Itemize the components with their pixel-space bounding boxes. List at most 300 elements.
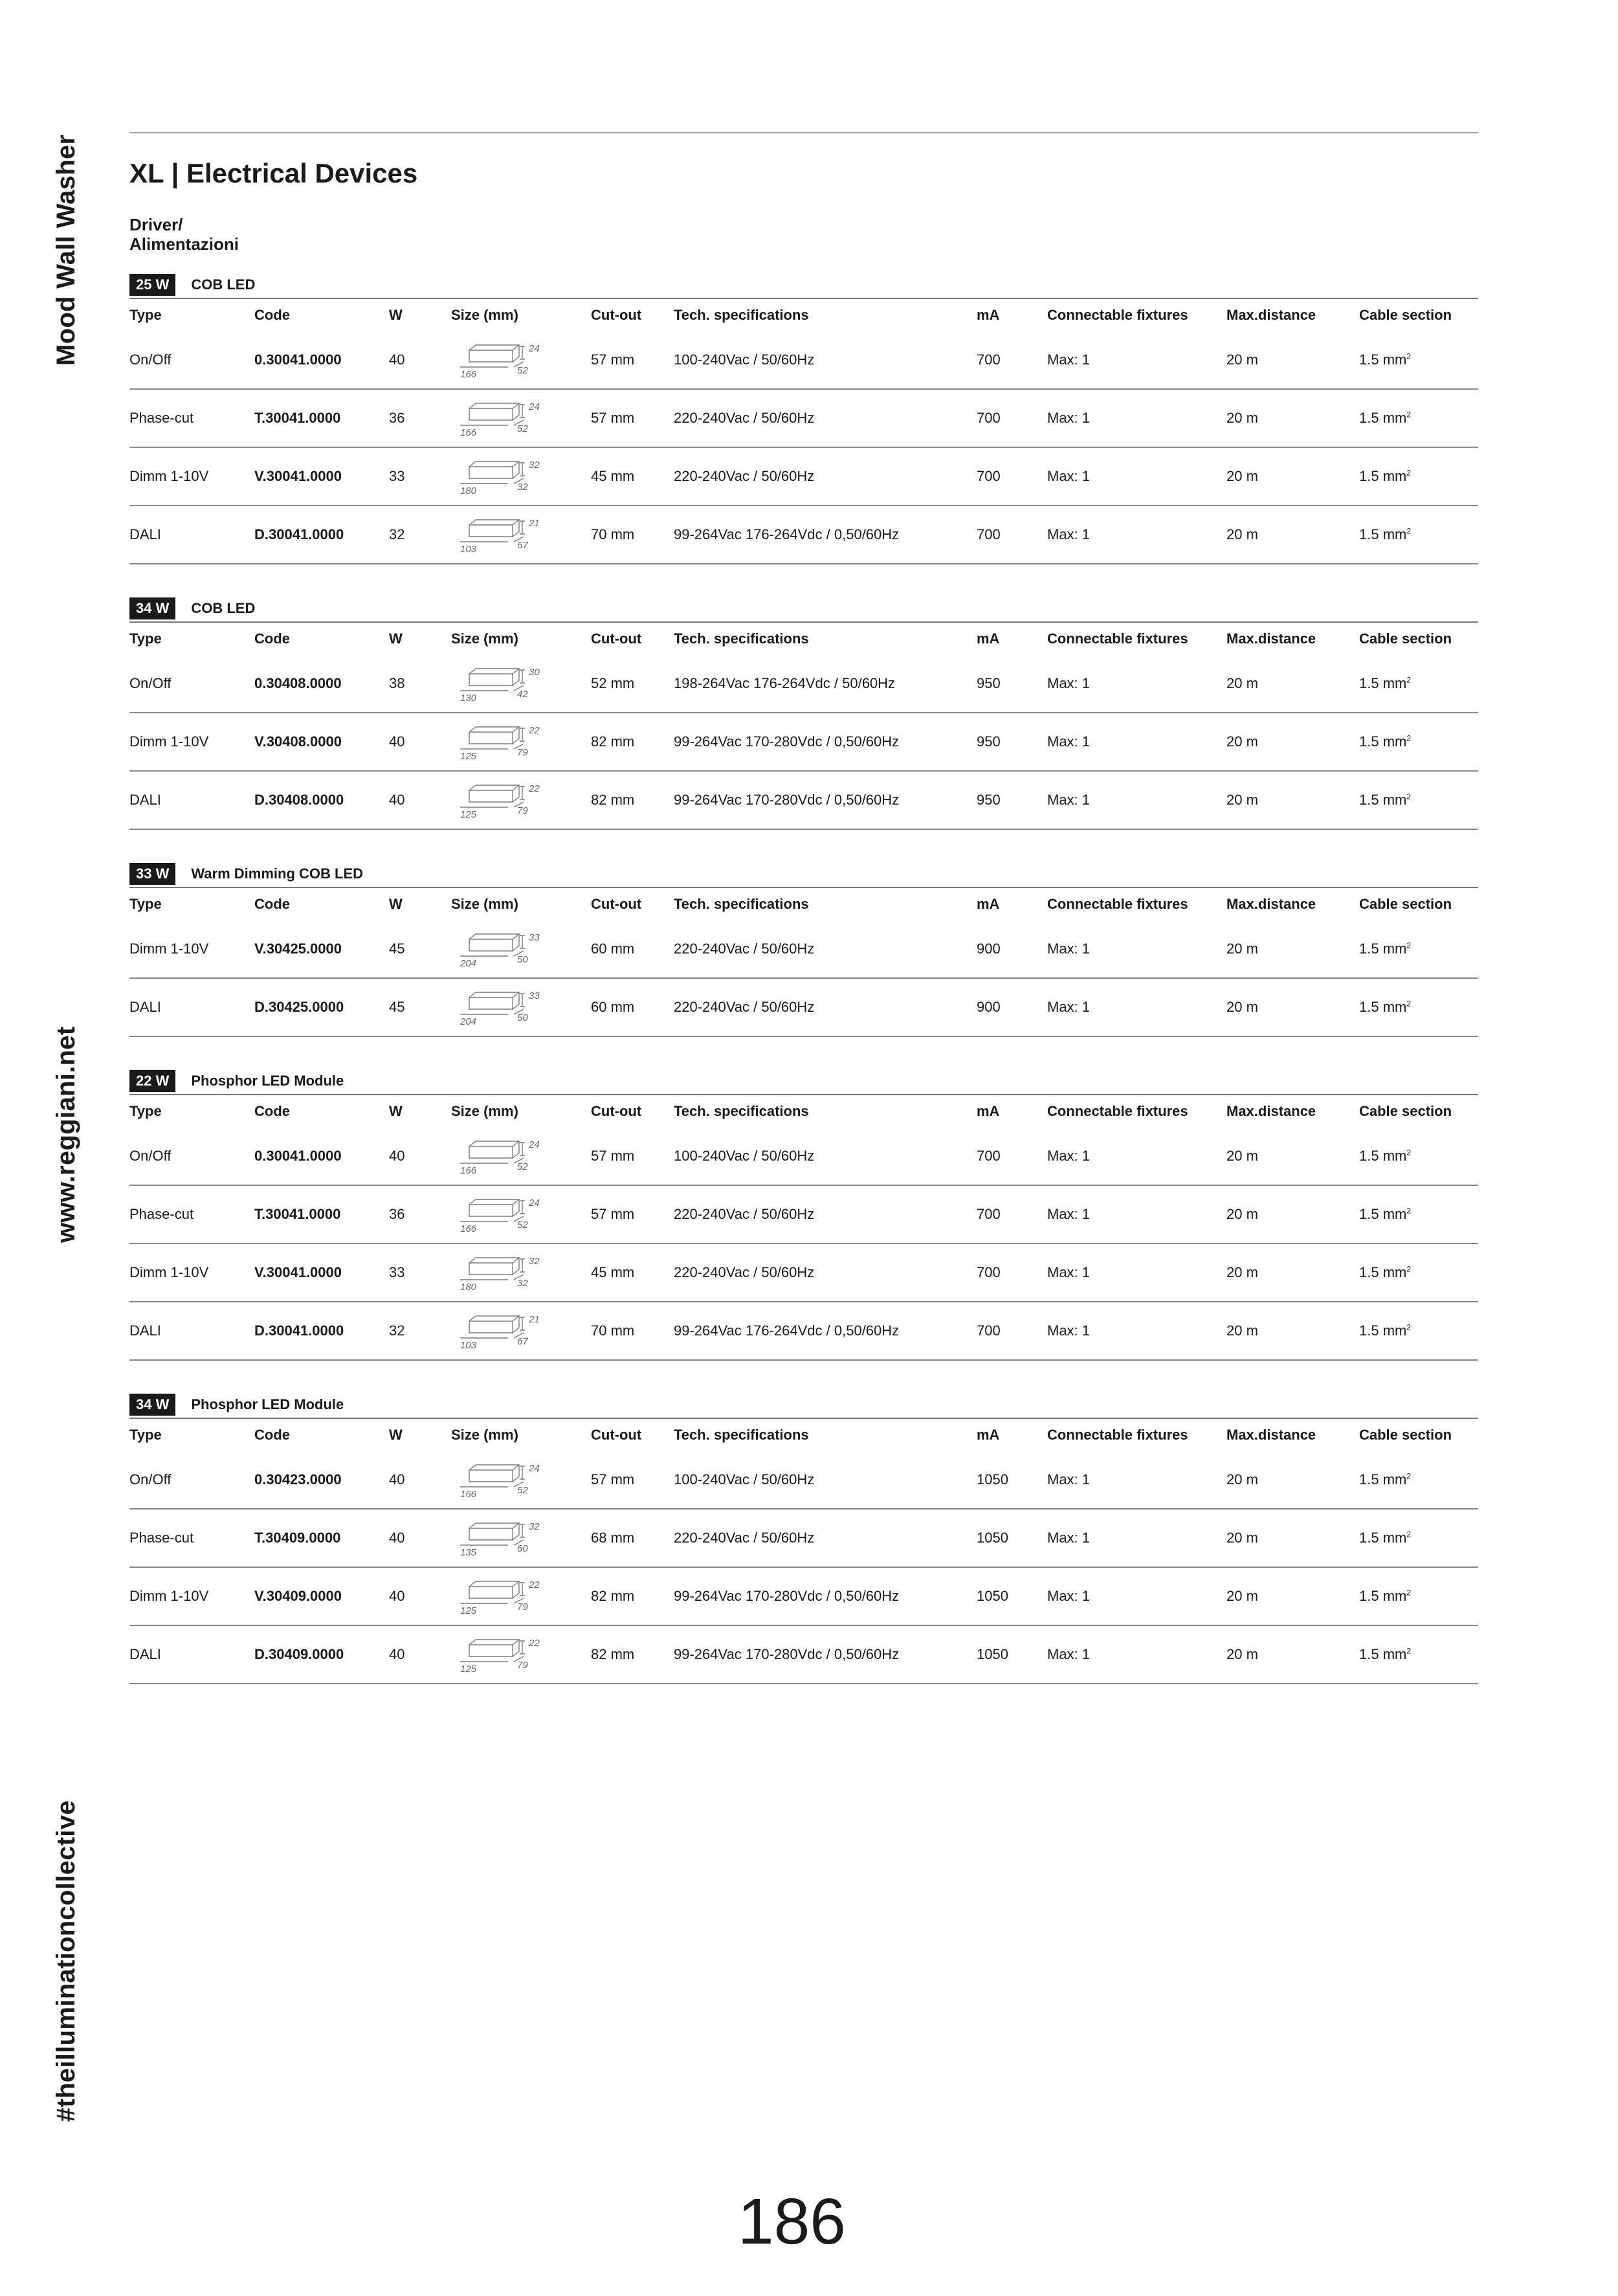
cell-code: T.30409.0000 bbox=[254, 1509, 389, 1567]
column-header-tech-spec: Tech. specifications bbox=[674, 298, 977, 331]
cell-cable-section bbox=[1359, 1509, 1478, 1567]
cell-max-distance: 20 m bbox=[1226, 920, 1359, 978]
cell-cable-section bbox=[1359, 713, 1478, 771]
cell-watt: 33 bbox=[389, 447, 451, 506]
cell-max-distance: 20 m bbox=[1226, 1451, 1359, 1509]
size-length: 166 bbox=[460, 369, 477, 380]
cell-watt: 36 bbox=[389, 1185, 451, 1243]
cell-type: On/Off bbox=[129, 331, 254, 389]
cell-watt: 40 bbox=[389, 331, 451, 389]
cable-unit-exponent: 2 bbox=[1406, 1322, 1412, 1332]
cell-tech-spec: 99-264Vac 170-280Vdc / 0,50/60Hz bbox=[674, 713, 977, 771]
size-width: 60 bbox=[517, 1543, 528, 1554]
cable-value: 1.5 mm bbox=[1359, 410, 1407, 426]
cell-fixtures: Max: 1 bbox=[1047, 771, 1226, 829]
power-badge: 34 W bbox=[129, 1394, 175, 1416]
cell-code: V.30409.0000 bbox=[254, 1567, 389, 1625]
driver-table bbox=[129, 298, 1478, 564]
driver-box-icon bbox=[451, 1460, 555, 1500]
page-subtitle bbox=[129, 215, 239, 254]
column-header-cutout: Cut-out bbox=[591, 622, 674, 655]
cell-tech-spec: 100-240Vac / 50/60Hz bbox=[674, 1451, 977, 1509]
cell-tech-spec: 220-240Vac / 50/60Hz bbox=[674, 1185, 977, 1243]
cell-cutout: 82 mm bbox=[591, 771, 674, 829]
cable-value: 1.5 mm bbox=[1359, 792, 1407, 808]
section bbox=[129, 596, 1478, 830]
cell-tech-spec: 100-240Vac / 50/60Hz bbox=[674, 331, 977, 389]
cable-value: 1.5 mm bbox=[1359, 733, 1407, 750]
driver-box-icon bbox=[451, 340, 555, 380]
column-header-cable-section: Cable section bbox=[1359, 298, 1478, 331]
table-header-row bbox=[129, 887, 1478, 920]
column-header-max-distance: Max.distance bbox=[1226, 1095, 1359, 1128]
cell-ma: 1050 bbox=[977, 1567, 1047, 1625]
cell-fixtures: Max: 1 bbox=[1047, 978, 1226, 1036]
section bbox=[129, 272, 1478, 564]
cell-ma: 700 bbox=[977, 1243, 1047, 1302]
table-row bbox=[129, 506, 1478, 564]
driver-table bbox=[129, 1418, 1478, 1684]
cell-tech-spec: 220-240Vac / 50/60Hz bbox=[674, 1243, 977, 1302]
cell-code: V.30425.0000 bbox=[254, 920, 389, 978]
cell-cutout: 60 mm bbox=[591, 978, 674, 1036]
cell-cutout: 70 mm bbox=[591, 1302, 674, 1360]
cell-code: 0.30041.0000 bbox=[254, 1128, 389, 1185]
size-length: 166 bbox=[460, 1223, 477, 1234]
side-website: www.reggiani.net bbox=[52, 1026, 80, 1243]
cable-unit-exponent: 2 bbox=[1406, 675, 1412, 685]
table-row bbox=[129, 1128, 1478, 1185]
column-header-type: Type bbox=[129, 298, 254, 331]
cable-value: 1.5 mm bbox=[1359, 999, 1407, 1015]
cell-watt: 40 bbox=[389, 713, 451, 771]
column-header-fixtures: Connectable fixtures bbox=[1047, 1418, 1226, 1451]
cell-ma: 700 bbox=[977, 447, 1047, 506]
cable-unit-exponent: 2 bbox=[1406, 941, 1412, 950]
cable-value: 1.5 mm bbox=[1359, 1646, 1407, 1662]
cell-tech-spec: 220-240Vac / 50/60Hz bbox=[674, 920, 977, 978]
table-row bbox=[129, 1302, 1478, 1360]
cell-code: D.30408.0000 bbox=[254, 771, 389, 829]
cell-cutout: 52 mm bbox=[591, 655, 674, 713]
cell-type: Dimm 1-10V bbox=[129, 447, 254, 506]
column-header-cable-section: Cable section bbox=[1359, 622, 1478, 655]
cable-value: 1.5 mm bbox=[1359, 1264, 1407, 1280]
column-header-tech-spec: Tech. specifications bbox=[674, 1095, 977, 1128]
column-header-max-distance: Max.distance bbox=[1226, 887, 1359, 920]
side-product-name: Mood Wall Washer bbox=[52, 134, 80, 366]
table-row bbox=[129, 978, 1478, 1036]
cable-value: 1.5 mm bbox=[1359, 675, 1407, 691]
cable-unit-exponent: 2 bbox=[1406, 351, 1412, 361]
column-header-fixtures: Connectable fixtures bbox=[1047, 887, 1226, 920]
cable-value: 1.5 mm bbox=[1359, 526, 1407, 542]
column-header-ma: mA bbox=[977, 887, 1047, 920]
cell-code: D.30041.0000 bbox=[254, 1302, 389, 1360]
cell-type: Dimm 1-10V bbox=[129, 920, 254, 978]
column-header-code: Code bbox=[254, 298, 389, 331]
size-height: 22 bbox=[529, 1579, 540, 1590]
cable-unit-exponent: 2 bbox=[1406, 1264, 1412, 1274]
size-height: 22 bbox=[529, 783, 540, 794]
size-height: 24 bbox=[529, 401, 540, 412]
size-height: 21 bbox=[529, 1314, 540, 1325]
cell-ma: 950 bbox=[977, 713, 1047, 771]
column-header-type: Type bbox=[129, 887, 254, 920]
cell-watt: 40 bbox=[389, 771, 451, 829]
cell-tech-spec: 100-240Vac / 50/60Hz bbox=[674, 1128, 977, 1185]
column-header-fixtures: Connectable fixtures bbox=[1047, 298, 1226, 331]
power-badge: 34 W bbox=[129, 597, 175, 619]
section-name: Phosphor LED Module bbox=[191, 1396, 344, 1412]
cell-size bbox=[451, 1128, 591, 1185]
size-height: 24 bbox=[529, 1139, 540, 1150]
cell-tech-spec: 99-264Vac 176-264Vdc / 0,50/60Hz bbox=[674, 506, 977, 564]
cell-tech-spec: 99-264Vac 170-280Vdc / 0,50/60Hz bbox=[674, 1625, 977, 1684]
driver-box-icon bbox=[451, 722, 555, 762]
size-width: 52 bbox=[517, 423, 528, 434]
driver-box-icon bbox=[451, 1194, 555, 1234]
section bbox=[129, 861, 1478, 1037]
table-row bbox=[129, 1509, 1478, 1567]
cell-cutout: 45 mm bbox=[591, 1243, 674, 1302]
size-height: 24 bbox=[529, 343, 540, 354]
size-height: 24 bbox=[529, 1198, 540, 1209]
column-header-size: Size (mm) bbox=[451, 1418, 591, 1451]
section-name: Phosphor LED Module bbox=[191, 1073, 344, 1089]
power-badge: 33 W bbox=[129, 863, 175, 885]
size-height: 24 bbox=[529, 1463, 540, 1474]
cell-watt: 40 bbox=[389, 1509, 451, 1567]
driver-box-icon bbox=[451, 515, 555, 555]
page-title: XL | Electrical Devices bbox=[129, 158, 418, 188]
size-width: 42 bbox=[517, 689, 528, 700]
column-header-size: Size (mm) bbox=[451, 622, 591, 655]
cell-cable-section bbox=[1359, 655, 1478, 713]
cell-ma: 1050 bbox=[977, 1509, 1047, 1567]
size-length: 125 bbox=[460, 1605, 477, 1616]
column-header-cutout: Cut-out bbox=[591, 887, 674, 920]
cable-unit-exponent: 2 bbox=[1406, 410, 1412, 419]
section-header bbox=[129, 861, 1478, 887]
size-width: 79 bbox=[517, 747, 528, 758]
cable-unit-exponent: 2 bbox=[1406, 468, 1412, 478]
size-height: 32 bbox=[529, 460, 540, 471]
cell-type: On/Off bbox=[129, 1451, 254, 1509]
column-header-code: Code bbox=[254, 622, 389, 655]
section-header bbox=[129, 596, 1478, 621]
column-header-max-distance: Max.distance bbox=[1226, 1418, 1359, 1451]
size-length: 166 bbox=[460, 427, 477, 438]
cell-max-distance: 20 m bbox=[1226, 1509, 1359, 1567]
cell-max-distance: 20 m bbox=[1226, 447, 1359, 506]
cell-cutout: 60 mm bbox=[591, 920, 674, 978]
header-divider bbox=[129, 132, 1478, 133]
cable-unit-exponent: 2 bbox=[1406, 1206, 1412, 1216]
cell-size bbox=[451, 331, 591, 389]
size-width: 50 bbox=[517, 954, 528, 965]
cell-tech-spec: 99-264Vac 170-280Vdc / 0,50/60Hz bbox=[674, 1567, 977, 1625]
column-header-max-distance: Max.distance bbox=[1226, 622, 1359, 655]
cell-max-distance: 20 m bbox=[1226, 1567, 1359, 1625]
section-name: Warm Dimming COB LED bbox=[191, 865, 364, 882]
cell-cutout: 57 mm bbox=[591, 1185, 674, 1243]
size-width: 52 bbox=[517, 365, 528, 376]
column-header-code: Code bbox=[254, 887, 389, 920]
column-header-watt: W bbox=[389, 1418, 451, 1451]
cell-cutout: 82 mm bbox=[591, 1625, 674, 1684]
cell-code: V.30408.0000 bbox=[254, 713, 389, 771]
cell-size bbox=[451, 771, 591, 829]
subtitle-line-2: Alimentazioni bbox=[129, 234, 239, 254]
cell-fixtures: Max: 1 bbox=[1047, 506, 1226, 564]
size-height: 32 bbox=[529, 1256, 540, 1267]
cable-value: 1.5 mm bbox=[1359, 1206, 1407, 1222]
column-header-cable-section: Cable section bbox=[1359, 1095, 1478, 1128]
cell-cutout: 70 mm bbox=[591, 506, 674, 564]
cell-tech-spec: 220-240Vac / 50/60Hz bbox=[674, 447, 977, 506]
cell-type: DALI bbox=[129, 978, 254, 1036]
size-height: 21 bbox=[529, 518, 540, 529]
size-height: 30 bbox=[529, 667, 540, 678]
cable-value: 1.5 mm bbox=[1359, 351, 1407, 368]
cell-watt: 45 bbox=[389, 978, 451, 1036]
cell-ma: 700 bbox=[977, 1128, 1047, 1185]
cell-code: D.30425.0000 bbox=[254, 978, 389, 1036]
cell-ma: 700 bbox=[977, 1302, 1047, 1360]
cell-cable-section bbox=[1359, 331, 1478, 389]
column-header-ma: mA bbox=[977, 622, 1047, 655]
cell-cable-section bbox=[1359, 771, 1478, 829]
column-header-type: Type bbox=[129, 622, 254, 655]
table-header-row bbox=[129, 1095, 1478, 1128]
cell-fixtures: Max: 1 bbox=[1047, 1625, 1226, 1684]
driver-box-icon bbox=[451, 1136, 555, 1176]
cell-ma: 700 bbox=[977, 331, 1047, 389]
cell-cable-section bbox=[1359, 447, 1478, 506]
cell-cable-section bbox=[1359, 1567, 1478, 1625]
cell-cutout: 57 mm bbox=[591, 1128, 674, 1185]
table-row bbox=[129, 1243, 1478, 1302]
cable-unit-exponent: 2 bbox=[1406, 1471, 1412, 1481]
size-width: 50 bbox=[517, 1012, 528, 1023]
column-header-tech-spec: Tech. specifications bbox=[674, 1418, 977, 1451]
size-length: 125 bbox=[460, 809, 477, 820]
size-height: 22 bbox=[529, 725, 540, 736]
driver-table bbox=[129, 621, 1478, 830]
size-height: 32 bbox=[529, 1521, 540, 1532]
cell-fixtures: Max: 1 bbox=[1047, 1243, 1226, 1302]
cable-value: 1.5 mm bbox=[1359, 1588, 1407, 1604]
column-header-ma: mA bbox=[977, 298, 1047, 331]
cell-cable-section bbox=[1359, 1302, 1478, 1360]
size-width: 67 bbox=[517, 540, 528, 551]
cell-code: 0.30423.0000 bbox=[254, 1451, 389, 1509]
cell-type: DALI bbox=[129, 771, 254, 829]
column-header-max-distance: Max.distance bbox=[1226, 298, 1359, 331]
cell-cutout: 57 mm bbox=[591, 1451, 674, 1509]
cell-ma: 950 bbox=[977, 771, 1047, 829]
cell-ma: 900 bbox=[977, 920, 1047, 978]
cable-unit-exponent: 2 bbox=[1406, 1646, 1412, 1656]
size-length: 204 bbox=[460, 958, 477, 969]
cable-value: 1.5 mm bbox=[1359, 1322, 1407, 1339]
cell-fixtures: Max: 1 bbox=[1047, 1302, 1226, 1360]
cell-size bbox=[451, 1451, 591, 1509]
cable-value: 1.5 mm bbox=[1359, 1471, 1407, 1488]
column-header-fixtures: Connectable fixtures bbox=[1047, 622, 1226, 655]
column-header-cable-section: Cable section bbox=[1359, 887, 1478, 920]
cell-code: D.30409.0000 bbox=[254, 1625, 389, 1684]
cell-size bbox=[451, 655, 591, 713]
section-header bbox=[129, 1068, 1478, 1094]
table-row bbox=[129, 1567, 1478, 1625]
column-header-tech-spec: Tech. specifications bbox=[674, 622, 977, 655]
cell-cable-section bbox=[1359, 1243, 1478, 1302]
cable-value: 1.5 mm bbox=[1359, 468, 1407, 484]
column-header-code: Code bbox=[254, 1418, 389, 1451]
cell-fixtures: Max: 1 bbox=[1047, 1128, 1226, 1185]
cell-type: Phase-cut bbox=[129, 1185, 254, 1243]
cell-fixtures: Max: 1 bbox=[1047, 1185, 1226, 1243]
size-length: 103 bbox=[460, 1340, 477, 1351]
size-length: 135 bbox=[460, 1547, 477, 1558]
cell-watt: 40 bbox=[389, 1625, 451, 1684]
cell-tech-spec: 99-264Vac 170-280Vdc / 0,50/60Hz bbox=[674, 771, 977, 829]
driver-box-icon bbox=[451, 1576, 555, 1616]
driver-box-icon bbox=[451, 780, 555, 820]
cell-fixtures: Max: 1 bbox=[1047, 331, 1226, 389]
cell-watt: 32 bbox=[389, 1302, 451, 1360]
cell-max-distance: 20 m bbox=[1226, 1302, 1359, 1360]
size-width: 52 bbox=[517, 1161, 528, 1172]
table-row bbox=[129, 713, 1478, 771]
cell-code: D.30041.0000 bbox=[254, 506, 389, 564]
cable-unit-exponent: 2 bbox=[1406, 1148, 1412, 1157]
cell-type: On/Off bbox=[129, 1128, 254, 1185]
cell-code: T.30041.0000 bbox=[254, 389, 389, 447]
cell-type: DALI bbox=[129, 1302, 254, 1360]
size-length: 204 bbox=[460, 1016, 477, 1027]
column-header-code: Code bbox=[254, 1095, 389, 1128]
subtitle-line-1: Driver/ bbox=[129, 215, 183, 234]
table-row bbox=[129, 1451, 1478, 1509]
section-header bbox=[129, 272, 1478, 298]
size-length: 166 bbox=[460, 1165, 477, 1176]
cell-code: V.30041.0000 bbox=[254, 447, 389, 506]
cell-type: Phase-cut bbox=[129, 389, 254, 447]
cell-code: 0.30041.0000 bbox=[254, 331, 389, 389]
cell-fixtures: Max: 1 bbox=[1047, 389, 1226, 447]
column-header-watt: W bbox=[389, 622, 451, 655]
cell-ma: 700 bbox=[977, 1185, 1047, 1243]
cell-size bbox=[451, 1509, 591, 1567]
size-width: 52 bbox=[517, 1220, 528, 1231]
size-width: 32 bbox=[517, 1278, 528, 1289]
cell-watt: 32 bbox=[389, 506, 451, 564]
cell-max-distance: 20 m bbox=[1226, 1243, 1359, 1302]
cell-max-distance: 20 m bbox=[1226, 1128, 1359, 1185]
side-hashtag: #theilluminationcollective bbox=[52, 1800, 80, 2122]
cell-ma: 700 bbox=[977, 506, 1047, 564]
cell-type: On/Off bbox=[129, 655, 254, 713]
cell-cutout: 82 mm bbox=[591, 713, 674, 771]
cell-cable-section bbox=[1359, 1128, 1478, 1185]
driver-box-icon bbox=[451, 456, 555, 496]
driver-table bbox=[129, 887, 1478, 1037]
size-width: 79 bbox=[517, 1601, 528, 1612]
cell-cable-section bbox=[1359, 920, 1478, 978]
cell-tech-spec: 220-240Vac / 50/60Hz bbox=[674, 1509, 977, 1567]
cell-size bbox=[451, 978, 591, 1036]
cell-code: V.30041.0000 bbox=[254, 1243, 389, 1302]
cell-max-distance: 20 m bbox=[1226, 771, 1359, 829]
cell-max-distance: 20 m bbox=[1226, 713, 1359, 771]
cell-watt: 33 bbox=[389, 1243, 451, 1302]
cell-size bbox=[451, 447, 591, 506]
cell-max-distance: 20 m bbox=[1226, 1185, 1359, 1243]
cable-unit-exponent: 2 bbox=[1406, 1530, 1412, 1539]
column-header-size: Size (mm) bbox=[451, 887, 591, 920]
size-width: 79 bbox=[517, 805, 528, 816]
cell-watt: 38 bbox=[389, 655, 451, 713]
cell-cable-section bbox=[1359, 978, 1478, 1036]
size-length: 166 bbox=[460, 1489, 477, 1500]
cell-fixtures: Max: 1 bbox=[1047, 1451, 1226, 1509]
cell-type: Dimm 1-10V bbox=[129, 1567, 254, 1625]
cell-ma: 700 bbox=[977, 389, 1047, 447]
size-length: 125 bbox=[460, 751, 477, 762]
column-header-type: Type bbox=[129, 1095, 254, 1128]
cell-fixtures: Max: 1 bbox=[1047, 920, 1226, 978]
page-number: 186 bbox=[738, 2185, 846, 2258]
driver-box-icon bbox=[451, 1634, 555, 1675]
size-width: 52 bbox=[517, 1485, 528, 1496]
column-header-watt: W bbox=[389, 298, 451, 331]
size-length: 180 bbox=[460, 1282, 477, 1293]
cell-fixtures: Max: 1 bbox=[1047, 1509, 1226, 1567]
cell-watt: 40 bbox=[389, 1128, 451, 1185]
cell-ma: 950 bbox=[977, 655, 1047, 713]
cell-cutout: 45 mm bbox=[591, 447, 674, 506]
size-length: 180 bbox=[460, 485, 477, 496]
size-length: 103 bbox=[460, 544, 477, 555]
cable-unit-exponent: 2 bbox=[1406, 1588, 1412, 1598]
cell-fixtures: Max: 1 bbox=[1047, 1567, 1226, 1625]
cable-unit-exponent: 2 bbox=[1406, 999, 1412, 1009]
section-name: COB LED bbox=[191, 276, 256, 293]
column-header-cutout: Cut-out bbox=[591, 298, 674, 331]
cell-cable-section bbox=[1359, 506, 1478, 564]
cell-tech-spec: 99-264Vac 176-264Vdc / 0,50/60Hz bbox=[674, 1302, 977, 1360]
cell-size bbox=[451, 1567, 591, 1625]
cell-watt: 45 bbox=[389, 920, 451, 978]
cell-max-distance: 20 m bbox=[1226, 655, 1359, 713]
cell-size bbox=[451, 1625, 591, 1684]
cell-cutout: 82 mm bbox=[591, 1567, 674, 1625]
cell-size bbox=[451, 1185, 591, 1243]
cell-watt: 40 bbox=[389, 1451, 451, 1509]
table-header-row bbox=[129, 298, 1478, 331]
table-row bbox=[129, 389, 1478, 447]
cell-max-distance: 20 m bbox=[1226, 1625, 1359, 1684]
cell-cable-section bbox=[1359, 1625, 1478, 1684]
column-header-watt: W bbox=[389, 887, 451, 920]
driver-box-icon bbox=[451, 987, 555, 1027]
cell-size bbox=[451, 713, 591, 771]
table-header-row bbox=[129, 622, 1478, 655]
cell-type: Dimm 1-10V bbox=[129, 1243, 254, 1302]
